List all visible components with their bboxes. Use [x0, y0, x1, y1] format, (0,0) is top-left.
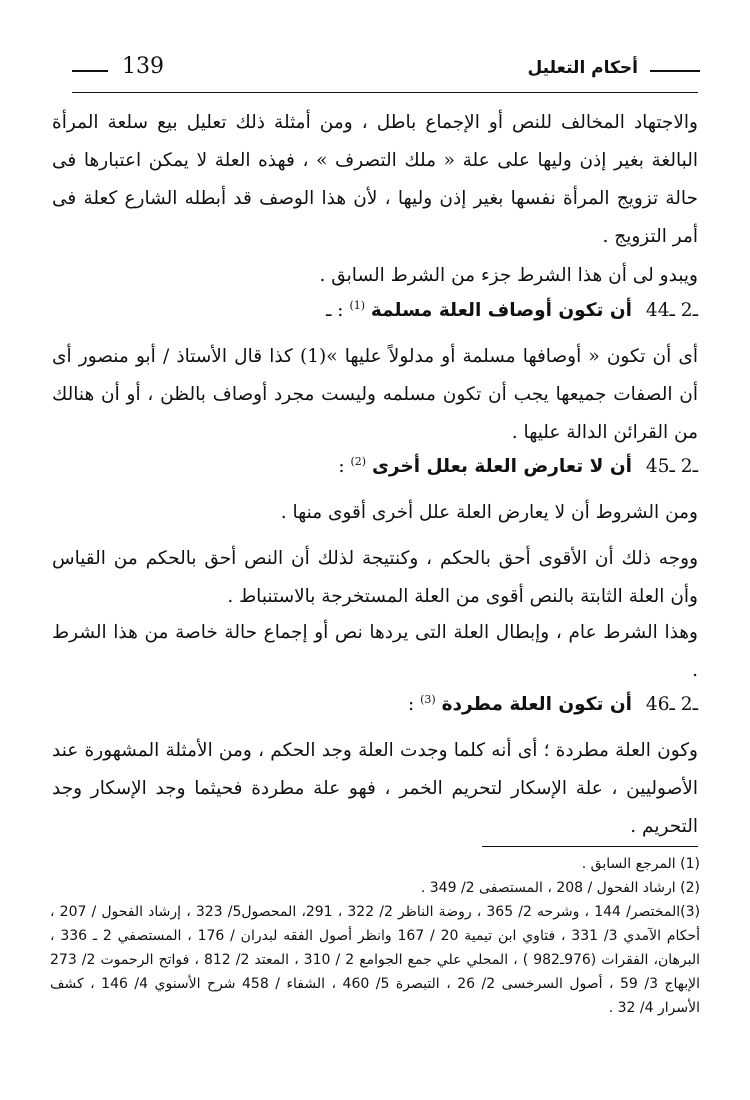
- footnote-ref: (2): [350, 454, 367, 468]
- header-title: أحكام التعليل: [527, 58, 638, 78]
- section-heading-4-2-5: [52, 448, 698, 486]
- section-title: أن تكون أوصاف العلة مسلمة: [370, 300, 633, 321]
- section-title: أن تكون العلة مطردة: [441, 694, 633, 715]
- paragraph-stronger-precedence: ووجه ذلك أن الأقوى أحق بالحكم ، وكنتيجة لذلك أن النص أحق بالحكم من القياس وأن العلة الثابتة بالنص أقوى من العلة المستخرجة بالاستنباط .: [52, 548, 698, 607]
- footnote-ref: (3): [420, 692, 436, 706]
- running-header: [72, 52, 700, 88]
- heading-punctuation: :: [338, 456, 345, 477]
- footnote-separator: [482, 846, 698, 847]
- heading-punctuation: : ـ: [326, 300, 344, 321]
- footnote-3: (3)المختصر/ 144 ، وشرحه 2/ 365 ، روضة الناظر 2/ 322 ، 291، المحصول5/ 323 ، إرشاد الفحول / 207 ، أحكام الآمدي 3/ 331 ، فتاوي ابن تيمية 20 / 167 وانظر أصول الفقه لبدران / 176 ، المستصفي 2 ـ 336 ، البرهان، الفقرات (976ـ982 ) ، المحلي علي جمع الجوامع 2 / 310 ، المعتد 2/ 812 ، فواتح الرحموت 2/ 273 الإبهاج 3/ 59 ، أصول السرخسى 2/ 26 ، التبصرة 5/ 460 ، الشفاء / 458 شرح الأسنوي 4/ 146 ، كشف الأسرار 4/ 32 .: [50, 904, 701, 1016]
- header-underline: [72, 92, 698, 93]
- footnote-2: (2) ارشاد الفحول / 208 ، المستصفى 2/ 349 .: [420, 880, 700, 896]
- paragraph-invalid-ijtihad: والاجتهاد المخالف للنص أو الإجماع باطل ، ومن أمثلة ذلك تعليل بيع سلعة المرأة البالغة بغير إذن وليها على علة « ملك التصرف » ، فهذه العلة لا يمكن اعتبارها فى حالة تزويج المرأة نفسها بغير إذن وليها ، لأن هذا الوصف قد أبطله الشارع كعلة فى أمر التزويج .: [52, 112, 698, 247]
- footnote-ref: (1): [349, 298, 366, 312]
- footnotes: [50, 852, 700, 1020]
- section-heading-4-2-6: [52, 686, 698, 724]
- paragraph-consistent-cause: وكون العلة مطردة ؛ أى أنه كلما وجدت العلة وجد الحكم ، ومن الأمثلة المشهورة عند الأصوليين ، علة الإسكار لتحريم الخمر ، فهو علة مطردة فحيثما وجد الإسكار وجد التحريم .: [52, 740, 698, 837]
- paragraph-general-condition: وهذا الشرط عام ، وإبطال العلة التى يردها نص أو إجماع حالة خاصة من هذا الشرط .: [52, 622, 698, 681]
- header-rule-right: [650, 70, 700, 72]
- section-title: أن لا تعارض العلة بعلل أخرى: [371, 456, 633, 477]
- paragraph-no-contradiction: ومن الشروط أن لا يعارض العلة علل أخرى أقوى منها .: [280, 502, 698, 523]
- paragraph-attributes-accepted: أى أن تكون « أوصافها مسلمة أو مدلولاً عليها »(1) كذا قال الأستاذ / أبو منصور أى أن الصفات جميعها يجب أن تكون مسلمه وليست مجرد أوصاف بالظن ، أو أن هنالك من القرائن الدالة عليها .: [52, 346, 699, 443]
- footnote-1: (1) المرجع السابق .: [581, 856, 700, 872]
- section-number: 4ـ2 ـ5: [645, 456, 698, 477]
- paragraph-condition-note: ويبدو لى أن هذا الشرط جزء من الشرط السابق .: [319, 265, 698, 286]
- header-rule-left: [72, 70, 108, 72]
- section-number: 4ـ2 ـ4: [645, 300, 698, 321]
- section-heading-4-2-4: [52, 292, 698, 330]
- page-number: 139: [122, 54, 164, 79]
- section-number: 4ـ2 ـ6: [645, 694, 698, 715]
- heading-punctuation: :: [407, 694, 415, 715]
